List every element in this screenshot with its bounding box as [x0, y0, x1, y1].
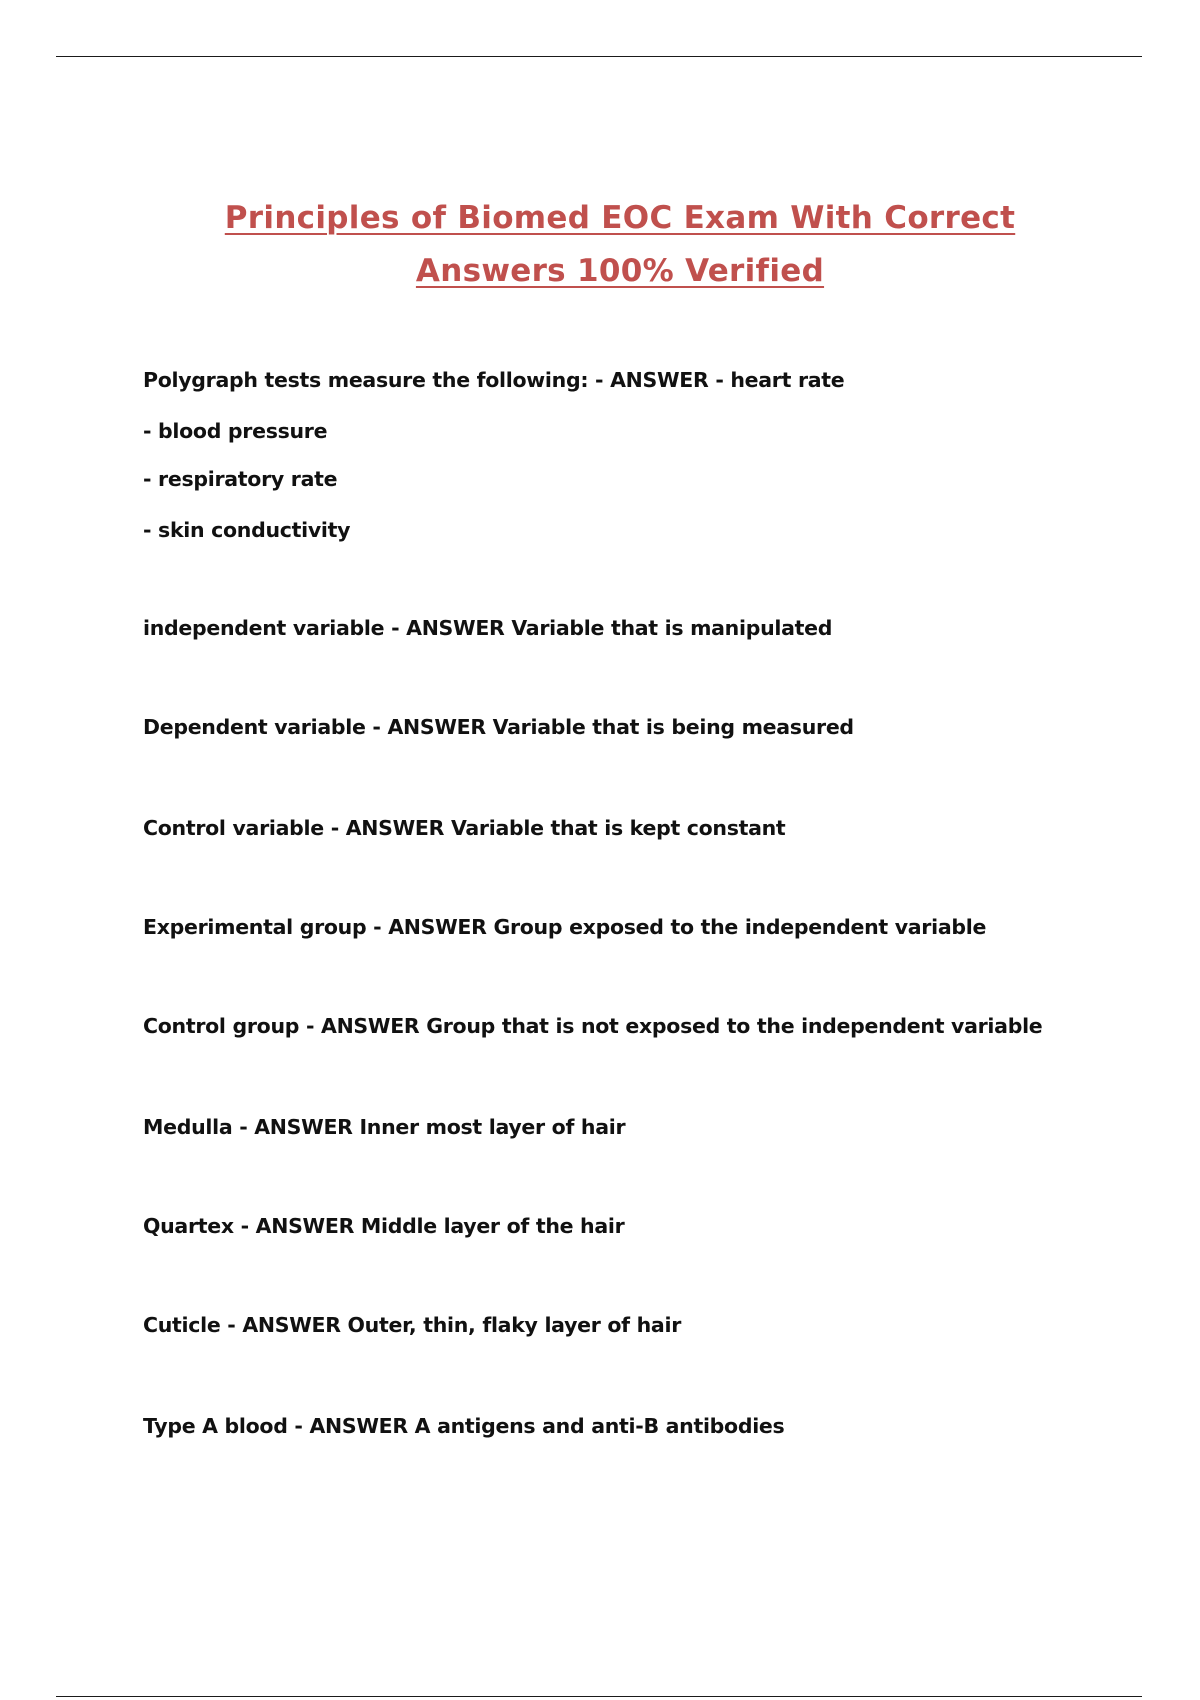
qa-polygraph-item-skin-conductivity: - skin conductivity	[143, 518, 351, 542]
qa-dependent-variable: Dependent variable - ANSWER Variable that is being measured	[143, 715, 854, 739]
header-rule	[56, 56, 1142, 57]
document-title	[0, 192, 1200, 298]
title-line-2: Answers 100% Verified	[415, 253, 825, 289]
qa-polygraph-item-blood-pressure: - blood pressure	[143, 419, 328, 443]
qa-control-group: Control group - ANSWER Group that is not exposed to the independent variable	[143, 1014, 1043, 1038]
qa-experimental-group: Experimental group - ANSWER Group exposed to the independent variable	[143, 915, 987, 939]
footer-rule	[56, 1696, 1142, 1697]
qa-medulla: Medulla - ANSWER Inner most layer of hair	[143, 1115, 626, 1139]
qa-cuticle: Cuticle - ANSWER Outer, thin, flaky layer of hair	[143, 1313, 681, 1337]
qa-polygraph: Polygraph tests measure the following: - ANSWER - heart rate	[143, 368, 845, 392]
qa-independent-variable: independent variable - ANSWER Variable that is manipulated	[143, 616, 833, 640]
qa-quartex: Quartex - ANSWER Middle layer of the hair	[143, 1214, 625, 1238]
qa-polygraph-item-respiratory-rate: - respiratory rate	[143, 467, 338, 491]
qa-type-a-blood: Type A blood - ANSWER A antigens and anti-B antibodies	[143, 1414, 785, 1438]
title-line-1: Principles of Biomed EOC Exam With Correct	[224, 200, 1016, 236]
qa-control-variable: Control variable - ANSWER Variable that is kept constant	[143, 816, 786, 840]
